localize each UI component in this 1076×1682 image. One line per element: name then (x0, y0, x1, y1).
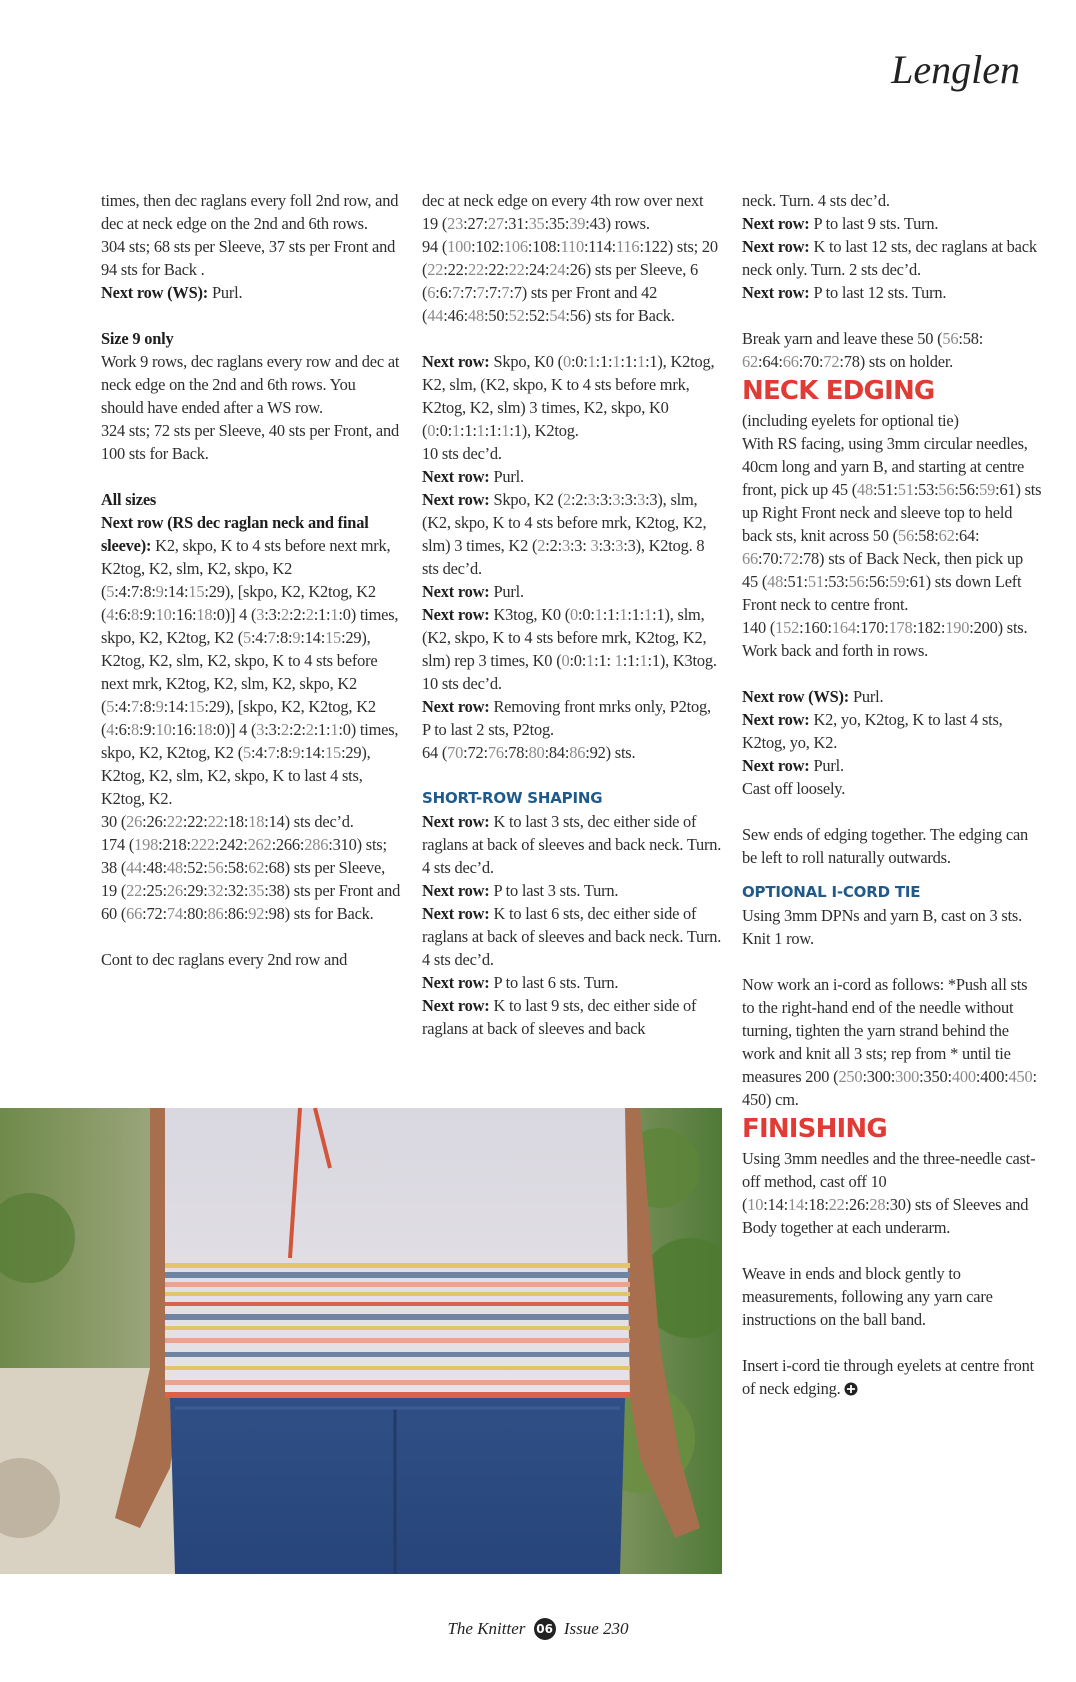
row-text: Purl. (489, 582, 524, 601)
row-text: K to last 6 sts, dec either side of raglans at back of sleeves and back neck. Turn. 4 sts dec’d. (422, 904, 722, 969)
size-value: 1 (612, 352, 621, 371)
pattern-column-1 (101, 189, 401, 971)
size-value: 56 (897, 526, 914, 545)
page-title: Lenglen (891, 47, 1020, 92)
size-value: 116 (616, 237, 640, 256)
row-text: Removing front mrks only, P2tog, P to last 2 sts, P2tog. (422, 697, 711, 739)
instruction-row (422, 994, 722, 1040)
instruction-row (742, 754, 1042, 777)
paragraph: 304 sts; 68 sts per Sleeve, 37 sts per Front and 94 sts for Back . (101, 237, 396, 279)
row-label: Next row: (742, 283, 810, 302)
paragraph: Cont to dec raglans every 2nd row and (101, 950, 348, 969)
size-value: 1 (619, 605, 628, 624)
size-value: 1 (637, 352, 646, 371)
size-value: 48 (767, 572, 784, 591)
size-value: 5 (242, 628, 251, 647)
instruction-row (422, 879, 722, 902)
size-value: 66 (782, 352, 799, 371)
size-value: 56 (848, 572, 865, 591)
size-heading: All sizes (101, 490, 157, 509)
row-label: Next row: (742, 756, 810, 775)
size-value: 56 (938, 480, 955, 499)
row-label: Next row: (422, 352, 490, 371)
instruction-row (422, 603, 722, 695)
size-value: 22 (427, 260, 444, 279)
paragraph: 324 sts; 72 sts per Sleeve, 40 sts per Front, and 100 sts for Back. (101, 421, 399, 463)
row-label: Next row: (742, 237, 810, 256)
size-value: 18 (196, 720, 213, 739)
row-label: Next row: (422, 881, 490, 900)
paragraph: times, then dec raglans every foll 2nd row, and dec at neck edge on the 2nd and 6th rows. (101, 191, 399, 233)
size-value: 66 (742, 549, 758, 568)
size-value: 1 (587, 352, 596, 371)
size-value: 2 (281, 605, 289, 624)
size-value: 54 (549, 306, 566, 325)
instruction-row (422, 971, 722, 994)
size-value: 76 (487, 743, 504, 762)
size-value: 80 (528, 743, 545, 762)
size-value: 1 (330, 720, 339, 739)
row-label: Next row: (742, 214, 810, 233)
size-value: 18 (196, 605, 213, 624)
size-value: 26 (166, 881, 183, 900)
size-value: 1 (639, 651, 648, 670)
size-value: 35 (528, 214, 545, 233)
size-value: 10 (155, 605, 172, 624)
row-text: K to last 3 sts, dec either side of raglans at back of sleeves and back neck. Turn. 4 sts dec’d. (422, 812, 722, 877)
row-label: Next row: (422, 490, 490, 509)
size-value: 0 (561, 651, 570, 670)
size-value: 1 (476, 421, 485, 440)
size-value: 106 (503, 237, 528, 256)
row-label: Next row (WS): (101, 283, 209, 302)
size-value: 15 (188, 697, 205, 716)
row-label: Next row: (422, 812, 490, 831)
section-heading-neck-edging: NECK EDGING (742, 376, 935, 406)
size-value: 51 (897, 480, 914, 499)
size-value: 0 (562, 352, 571, 371)
size-value: 5 (242, 743, 251, 762)
row-label: Next row: (422, 697, 490, 716)
size-value: 222 (190, 835, 215, 854)
size-value: 32 (207, 881, 224, 900)
pattern-column-2 (422, 189, 722, 1040)
instruction-row (742, 708, 1042, 754)
size-value: 2 (305, 720, 314, 739)
section-subheading: OPTIONAL I-CORD TIE (742, 883, 921, 901)
size-value: 18 (248, 812, 265, 831)
size-value: 48 (166, 858, 183, 877)
instruction-row (422, 488, 722, 580)
size-value: 164 (831, 618, 856, 637)
model-wearing-top-illustration (0, 1108, 722, 1574)
pattern-column-3 (742, 189, 1042, 1400)
size-value: 4 (106, 720, 115, 739)
size-value: 1 (330, 605, 339, 624)
size-value: 44 (126, 858, 143, 877)
instruction-row (422, 695, 722, 741)
row-label: Next row (WS): (742, 687, 850, 706)
size-value: 22 (166, 812, 183, 831)
size-value: 262 (247, 835, 272, 854)
size-value: 52 (508, 306, 525, 325)
size-value: 8 (130, 605, 139, 624)
paragraph: Using 3mm needles and the three-needle cast-off method, cast off 10 (10:14:14:18:22:26:28:30) sts of Sleeves and Body together at each underarm. (742, 1149, 1036, 1237)
paragraph: Sew ends of edging together. The edging can be left to roll naturally outwards. (742, 825, 1029, 867)
row-label: Next row: (422, 582, 490, 601)
instruction-row (422, 580, 722, 603)
size-value: 178 (888, 618, 913, 637)
size-value: 23 (447, 214, 464, 233)
size-value: 48 (857, 480, 874, 499)
size-value: 14 (787, 1195, 804, 1214)
size-value: 300 (895, 1067, 920, 1086)
size-value: 22 (467, 260, 484, 279)
size-value: 400 (951, 1067, 976, 1086)
paragraph: Using 3mm DPNs and yarn B, cast on 3 sts. (742, 906, 1022, 925)
paragraph: 94 (100:102:106:108:110:114:116:122) sts; 20 (22:22:22:22:22:24:24:26) sts per Sleeve, 6 (6:6:7:7:7:7:7:7) sts per Front and 42 (44:46:48:50:52:52:54:56) sts for Back. (422, 237, 718, 325)
size-value: 152 (775, 618, 800, 637)
row-label: Next row: (742, 710, 810, 729)
size-value: 28 (869, 1195, 886, 1214)
size-value: 5 (106, 582, 115, 601)
row-text: Purl. (809, 756, 844, 775)
row-text: K to last 9 sts, dec either side of raglans at back of sleeves and back (422, 996, 697, 1038)
size-value: 1 (614, 651, 623, 670)
instruction-row (422, 350, 722, 442)
size-value: 2 (537, 536, 546, 555)
size-value: 9 (155, 582, 164, 601)
instruction-row (422, 902, 722, 971)
row-text: P to last 6 sts. Turn. (489, 973, 619, 992)
row-text: P to last 3 sts. Turn. (489, 881, 619, 900)
size-value: 0 (427, 421, 436, 440)
row-text: Skpo, K0 (0:0:1:1:1:1:1:1), K2tog, K2, slm, (K2, skpo, K to 4 sts before mrk, K2tog, K2, slm) 3 times, K2, skpo, K0 (0:0:1:1:1:1:1:1), K2tog. (422, 352, 715, 440)
size-value: 59 (979, 480, 996, 499)
size-value: 2 (281, 720, 289, 739)
size-value: 110 (560, 237, 584, 256)
section-heading-finishing: FINISHING (742, 1114, 887, 1144)
size-value: 56 (207, 858, 224, 877)
size-value: 7 (267, 743, 276, 762)
row-text: P to last 12 sts. Turn. (809, 283, 947, 302)
size-value: 3 (587, 490, 596, 509)
size-value: 3 (256, 605, 265, 624)
size-value: 10 (747, 1195, 764, 1214)
instruction-row (422, 465, 722, 488)
size-value: 56 (942, 329, 959, 348)
issue-number: Issue 230 (563, 1619, 629, 1638)
size-value: 48 (467, 306, 484, 325)
row-text: Purl. (489, 467, 524, 486)
size-value: 7 (130, 697, 139, 716)
row-label: Next row: (422, 996, 490, 1015)
paragraph: With RS facing, using 3mm circular needles, 40cm long and yarn B, and starting at centre front, pick up 45 (48:51:51:53:56:56:59:61) sts up Right Front neck and sleeve top to held back sts, knit across 50 (56:58:62:64: 66:70:72:78) sts of Back Neck, then pick up 45 (48:51:51:53:56:56:59:61) sts down Left Front neck to centre front. (742, 434, 1042, 614)
size-value: 286 (304, 835, 329, 854)
size-value: 26 (126, 812, 143, 831)
size-value: 1 (501, 421, 510, 440)
size-value: 66 (126, 904, 143, 923)
paragraph: Cast off loosely. (742, 779, 846, 798)
size-value: 35 (248, 881, 265, 900)
size-value: 2 (305, 605, 314, 624)
size-value: 74 (166, 904, 183, 923)
size-value: 39 (569, 214, 586, 233)
size-value: 198 (134, 835, 159, 854)
size-value: 5 (106, 697, 115, 716)
size-value: 1 (451, 421, 460, 440)
size-value: 51 (807, 572, 824, 591)
size-value: 72 (823, 352, 840, 371)
instruction-row (742, 281, 1042, 304)
row-label: Next row: (422, 467, 490, 486)
size-value: 15 (325, 628, 342, 647)
paragraph: Now work an i-cord as follows: *Push all sts to the right-hand end of the needle without turning, tighten the yarn strand behind the work and knit all 3 sts; rep from * until tie measures 200 (250:300:300:350:400:400:450: 450) cm. (742, 975, 1037, 1109)
size-value: 250 (838, 1067, 863, 1086)
size-value: 10 (155, 720, 172, 739)
size-value: 7 (451, 283, 460, 302)
row-label: Next row: (422, 904, 490, 923)
paragraph: neck. Turn. 4 sts dec’d. (742, 191, 890, 210)
size-value: 7 (267, 628, 276, 647)
size-value: 92 (248, 904, 265, 923)
size-value: 22 (828, 1195, 845, 1214)
size-value: 22 (126, 881, 143, 900)
size-value: 0 (570, 605, 579, 624)
size-value: 3 (637, 490, 646, 509)
paragraph: dec at neck edge on every 4th row over next 19 (23:27:27:31:35:35:39:43) rows. (422, 191, 704, 233)
paragraph: (including eyelets for optional tie) (742, 411, 959, 430)
size-value: 3 (561, 536, 570, 555)
size-value: 62 (742, 352, 758, 371)
paragraph: Insert i-cord tie through eyelets at centre front of neck edging. (742, 1356, 1034, 1398)
size-value: 4 (106, 605, 115, 624)
row-text: Purl. (849, 687, 884, 706)
end-of-pattern-icon (844, 1382, 858, 1396)
size-value: 6 (427, 283, 436, 302)
size-value: 24 (549, 260, 566, 279)
paragraph: 174 (198:218:222:242:262:266:286:310) sts; 38 (44:48:48:52:56:58:62:68) sts per Sleeve, 19 (22:25:26:29:32:32:35:38) sts per Front and 60 (66:72:74:80:86:86:92:98) sts for Back. (101, 835, 401, 923)
size-value: 70 (447, 743, 464, 762)
size-value: 9 (155, 697, 164, 716)
row-text: P to last 9 sts. Turn. (809, 214, 939, 233)
size-value: 100 (447, 237, 472, 256)
paragraph: 30 (26:26:22:22:22:18:18:14) sts dec’d. (101, 812, 354, 831)
instruction-row (742, 235, 1042, 281)
instruction-row (742, 685, 1042, 708)
size-value: 3 (590, 536, 599, 555)
size-value: 9 (292, 743, 301, 762)
size-value: 62 (938, 526, 955, 545)
size-value: 86 (207, 904, 224, 923)
size-value: 22 (207, 812, 224, 831)
row-label: Next row: (422, 605, 490, 624)
size-value: 450 (1008, 1067, 1033, 1086)
size-heading: Size 9 only (101, 329, 174, 348)
paragraph: Work back and forth in rows. (742, 641, 929, 660)
row-text: K2, skpo, K to 4 sts before next mrk, K2tog, K2, slm, K2, skpo, K2 (5:4:7:8:9:14:15:29), [skpo, K2, K2tog, K2 (4:6:8:9:10:16:18:0)] 4 (3:3:2:2:2:1:1:0) times, skpo, K2, K2tog, K2 (5:4:7:8:9:14:15:29), K2tog, K2, slm, K2, skpo, K to 4 sts before next mrk, K2tog, K2, slm, K2, skpo, K2 (5:4:7:8:9:14:15:29), [skpo, K2, K2tog, K2 (4:6:8:9:10:16:18:0)] 4 (3:3:2:2:2:1:1:0) times, skpo, K2, K2tog, K2 (5:4:7:8:9:14:15:29), K2tog, K2, slm, K2, skpo, K to last 4 sts, K2tog, K2. (101, 536, 399, 808)
size-value: 7 (501, 283, 510, 302)
size-value: 59 (889, 572, 906, 591)
size-value: 1 (594, 605, 603, 624)
size-value: 3 (256, 720, 265, 739)
size-value: 62 (248, 858, 265, 877)
size-value: 72 (782, 549, 799, 568)
paragraph: 64 (70:72:76:78:80:84:86:92) sts. (422, 743, 636, 762)
size-value: 7 (476, 283, 485, 302)
size-value: 3 (615, 536, 624, 555)
row-label: Next row (RS dec raglan neck and final sleeve): (101, 513, 369, 555)
section-subheading: SHORT-ROW SHAPING (422, 789, 603, 807)
size-value: 86 (569, 743, 586, 762)
size-value: 15 (325, 743, 342, 762)
instruction-row (422, 810, 722, 879)
instruction-row (101, 281, 401, 304)
row-text: K3tog, K0 (0:0:1:1:1:1:1:1), slm, (K2, skpo, K to 4 sts before mrk, K2tog, K2, slm) rep 3 times, K0 (0:0:1:1: 1:1:1:1), K3tog. 10 sts dec’d. (422, 605, 717, 693)
size-value: 44 (427, 306, 444, 325)
row-text: K to last 12 sts, dec raglans at back neck only. Turn. 2 sts dec’d. (742, 237, 1037, 279)
size-value: 1 (586, 651, 595, 670)
size-value: 8 (130, 720, 139, 739)
instruction-row (101, 511, 401, 810)
magazine-name: The Knitter (447, 1619, 526, 1638)
size-value: 27 (487, 214, 504, 233)
instruction-row (742, 212, 1042, 235)
size-value: 9 (292, 628, 301, 647)
size-value: 3 (612, 490, 621, 509)
page-number: 06 (534, 1618, 556, 1640)
page-footer (0, 1618, 1076, 1640)
paragraph: 140 (152:160:164:170:178:182:190:200) sts. (742, 618, 1028, 637)
size-value: 22 (508, 260, 525, 279)
row-text: K2, yo, K2tog, K to last 4 sts, K2tog, yo, K2. (742, 710, 1003, 752)
paragraph: 10 sts dec’d. (422, 444, 502, 463)
row-label: Next row: (422, 973, 490, 992)
size-value: 2 (562, 490, 571, 509)
row-text: Skpo, K2 (2:2:3:3:3:3:3:3), slm, (K2, skpo, K to 4 sts before mrk, K2tog, K2, slm) 3 times, K2 (2:2:3:3: 3:3:3:3), K2tog. 8 sts dec’d. (422, 490, 707, 578)
row-text: Purl. (208, 283, 243, 302)
paragraph: Work 9 rows, dec raglans every row and dec at neck edge on the 2nd and 6th rows. You should have ended after a WS row. (101, 352, 400, 417)
size-value: 190 (945, 618, 970, 637)
garment-photo (0, 1108, 722, 1574)
size-value: 15 (188, 582, 205, 601)
paragraph: Weave in ends and block gently to measurements, following any yarn care instructions on the ball band. (742, 1264, 993, 1329)
paragraph: Knit 1 row. (742, 929, 814, 948)
size-value: 1 (644, 605, 653, 624)
paragraph: Break yarn and leave these 50 (56:58: 62:64:66:70:72:78) sts on holder. (742, 329, 984, 371)
